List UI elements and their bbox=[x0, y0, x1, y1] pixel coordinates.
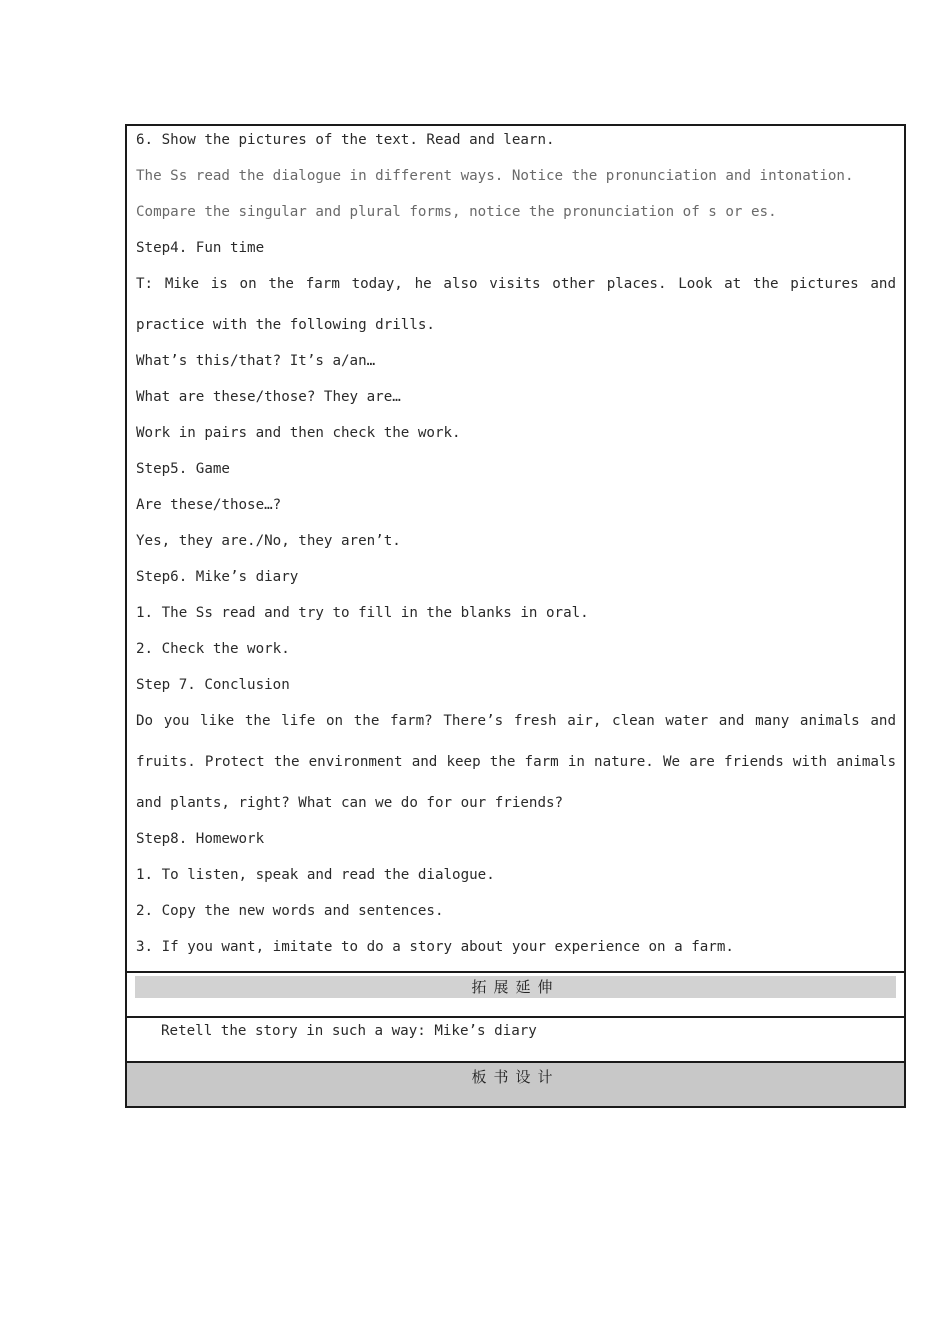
text-line: What are these/those? They are… bbox=[136, 389, 401, 405]
text-line: 1. The Ss read and try to fill in the blanks in oral. bbox=[136, 605, 589, 621]
text-line: 2. Check the work. bbox=[136, 641, 290, 657]
text-line: Are these/those…? bbox=[136, 497, 282, 513]
text-line: 6. Show the pictures of the text. Read and learn. bbox=[136, 132, 555, 148]
text-line: and plants, right? What can we do for our friends? bbox=[136, 795, 564, 811]
step-heading: Step6. Mike’s diary bbox=[136, 569, 299, 585]
step-heading: Step8. Homework bbox=[136, 831, 265, 847]
step-heading: Step4. Fun time bbox=[136, 240, 265, 256]
board-design-cell bbox=[127, 1063, 904, 1106]
text-line: Work in pairs and then check the work. bbox=[136, 425, 461, 441]
extension-content: Retell the story in such a way: Mike’s diary bbox=[161, 1023, 537, 1039]
extension-header: 拓展延伸 bbox=[471, 978, 560, 996]
text-line: 3. If you want, imitate to do a story about your experience on a farm. bbox=[136, 939, 734, 955]
text-line: Do you like the life on the farm? There’s fresh air, clean water and many animals and bbox=[136, 713, 896, 729]
text-line: Yes, they are./No, they aren’t. bbox=[136, 533, 401, 549]
extension-header-cell bbox=[127, 973, 904, 1018]
text-line: Compare the singular and plural forms, notice the pronunciation of s or es. bbox=[136, 204, 777, 220]
text-line: 2. Copy the new words and sentences. bbox=[136, 903, 444, 919]
board-design-header: 板书设计 bbox=[471, 1068, 560, 1086]
step-heading: Step5. Game bbox=[136, 461, 230, 477]
step-heading: Step 7. Conclusion bbox=[136, 677, 290, 693]
extension-content-cell bbox=[127, 1018, 904, 1063]
text-line: What’s this/that? It’s a/an… bbox=[136, 353, 376, 369]
text-line: 1. To listen, speak and read the dialogue. bbox=[136, 867, 495, 883]
text-line: fruits. Protect the environment and keep the farm in nature. We are friends with animals bbox=[136, 754, 896, 770]
lesson-plan-table bbox=[125, 124, 906, 1108]
teaching-process-cell bbox=[127, 126, 904, 973]
text-line: practice with the following drills. bbox=[136, 317, 435, 333]
text-line: The Ss read the dialogue in different ways. Notice the pronunciation and intonation. bbox=[136, 168, 854, 184]
text-line: T: Mike is on the farm today, he also visits other places. Look at the pictures and bbox=[136, 276, 896, 292]
